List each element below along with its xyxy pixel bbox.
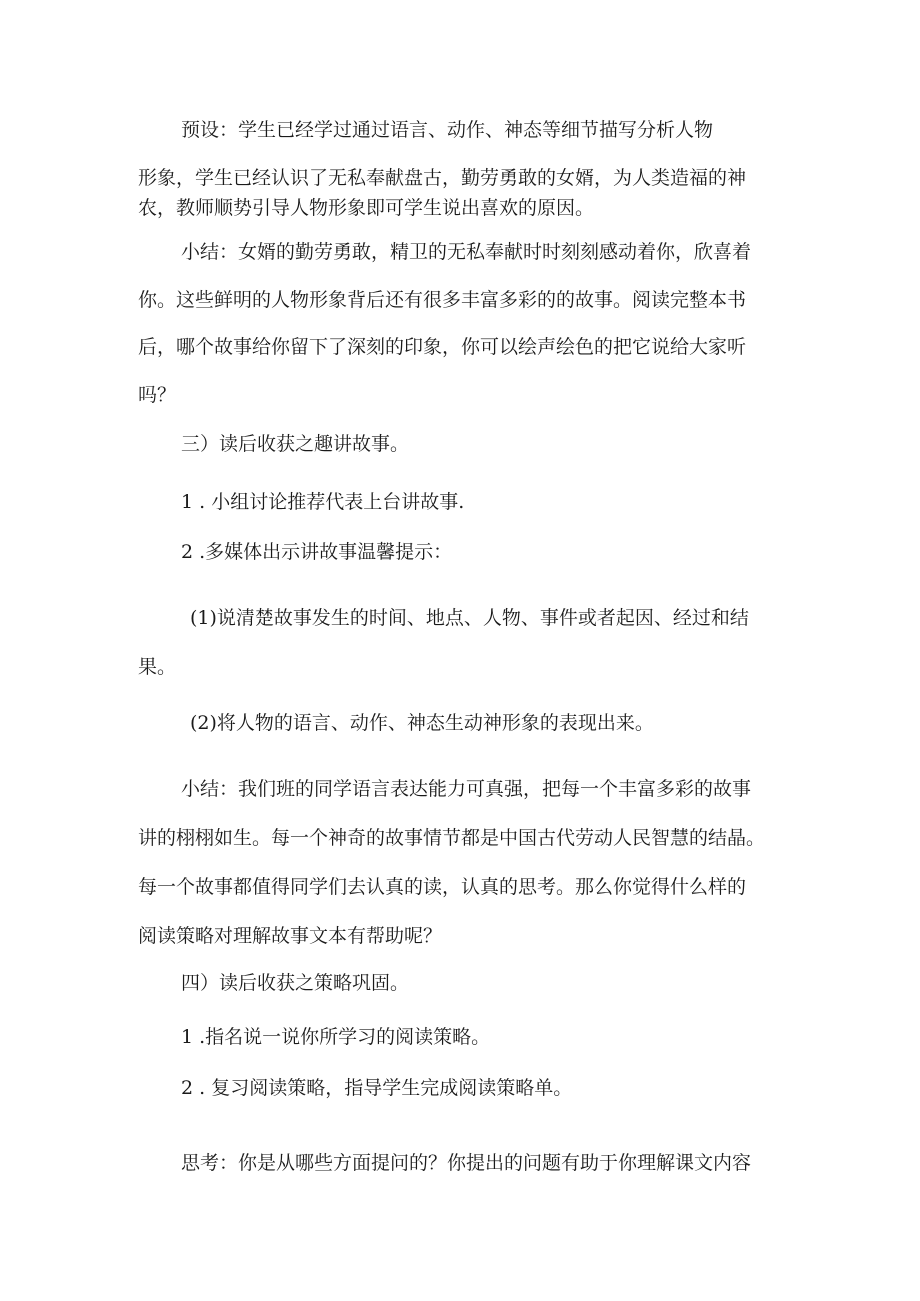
- text-line: 你。这些鲜明的人物形象背后还有很多丰富多彩的的故事。阅读完整本书: [138, 289, 747, 311]
- list-item: 2 .多媒体出示讲故事温馨提示：: [181, 541, 453, 563]
- list-item: 1 .指名说一说你所学习的阅读策略。: [181, 1026, 491, 1048]
- list-item: 2 . 复习阅读策略，指导学生完成阅读策略单。: [181, 1077, 573, 1099]
- text-line: 讲的栩栩如生。每一个神奇的故事情节都是中国古代劳动人民智慧的结晶。: [138, 827, 766, 849]
- section-heading: 四）读后收获之策略巩固。: [181, 972, 410, 994]
- tip-item: (1)说清楚故事发生的时间、地点、人物、事件或者起因、经过和结: [190, 607, 749, 629]
- text-line: 阅读策略对理解故事文本有帮助呢？: [138, 925, 443, 947]
- text-line: 吗？: [138, 384, 177, 406]
- tip-item: (2)将人物的语言、动作、神态生动神形象的表现出来。: [190, 712, 654, 734]
- section-heading: 三）读后收获之趣讲故事。: [181, 433, 410, 455]
- text-line: 果。: [138, 656, 177, 678]
- text-line: 小结：女婿的勤劳勇敢，精卫的无私奉献时时刻刻感动着你，欣喜着: [181, 241, 752, 263]
- text-line: 后，哪个故事给你留下了深刻的印象，你可以绘声绘色的把它说给大家听: [138, 336, 747, 358]
- text-line: 思考：你是从哪些方面提问的？你提出的问题有助于你理解课文内容: [181, 1152, 752, 1174]
- text-line: 农，教师顺势引导人物形象即可学生说出喜欢的原因。: [138, 197, 595, 219]
- list-item: 1 . 小组讨论推荐代表上台讲故事.: [181, 491, 465, 513]
- text-line: 预设：学生已经学过通过语言、动作、神态等细节描写分析人物: [181, 119, 714, 141]
- text-line: 形象，学生已经认识了无私奉献盘古，勤劳勇敢的女婿，为人类造福的神: [138, 167, 747, 189]
- text-line: 每一个故事都值得同学们去认真的读，认真的思考。那么你觉得什么样的: [138, 876, 747, 898]
- text-line: 小结：我们班的同学语言表达能力可真强，把每一个丰富多彩的故事: [181, 778, 752, 800]
